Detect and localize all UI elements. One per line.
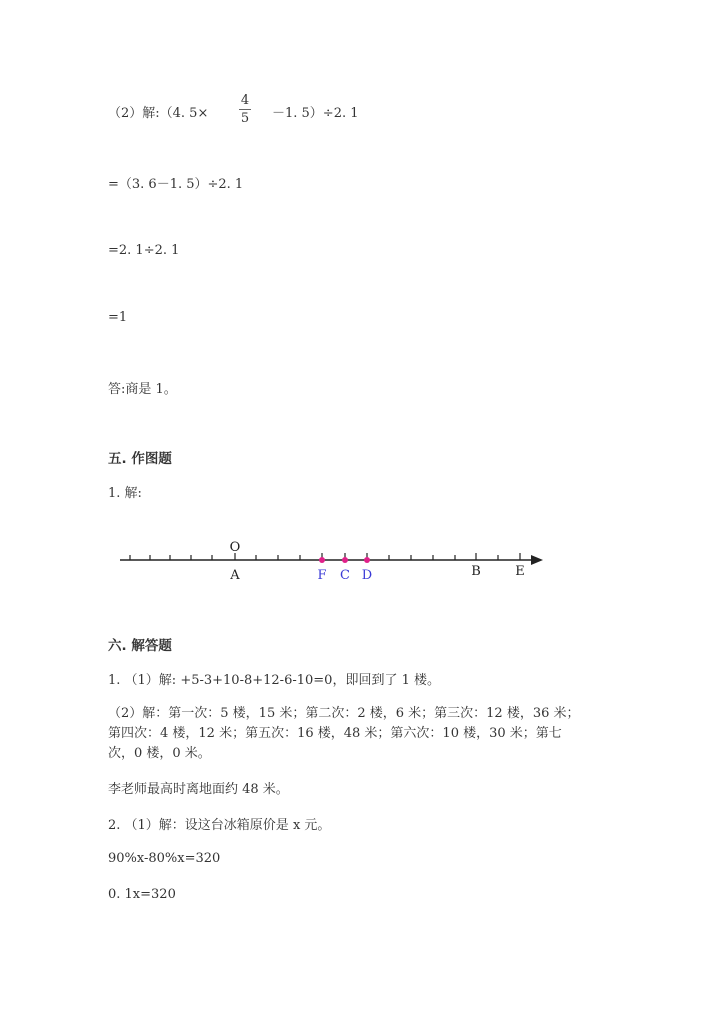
q1-part2 [108, 704, 608, 764]
arrow-head-icon [531, 555, 543, 565]
label-B: B [471, 564, 481, 579]
number-line-figure [115, 538, 555, 588]
label-A: A [230, 568, 240, 583]
label-D: D [361, 568, 373, 583]
answer-line: 答:商是 1。 [108, 382, 177, 397]
label-C: C [340, 568, 350, 583]
fraction-numerator: 4 [240, 93, 250, 108]
q2-part1: 2. （1）解：设这台冰箱原价是 x 元。 [108, 818, 331, 833]
calc-line-2: =（3. 6－1. 5）÷2. 1 [108, 177, 244, 192]
label-O: O [229, 540, 241, 555]
section-heading-5: 五. 作图题 [108, 451, 172, 467]
question-1-label: 1. 解: [108, 486, 142, 501]
q1-part2-line3: 次，0 楼，0 米。 [108, 746, 211, 761]
calc-line-1-prefix: （2）解:（4. 5× [108, 106, 209, 121]
fraction-denominator: 5 [240, 111, 250, 126]
point-C [342, 557, 348, 563]
equation-1: 90%x-80%x=320 [108, 851, 221, 866]
calc-line-4: =1 [108, 310, 128, 325]
q1-part1: 1. （1）解: +5-3+10-8+12-6-10=0，即回到了 1 楼。 [108, 673, 440, 688]
calc-line-3: =2. 1÷2. 1 [108, 243, 180, 258]
fraction-bar [239, 109, 251, 110]
calc-line-1-suffix: －1. 5）÷2. 1 [272, 106, 359, 121]
q1-conclusion: 李老师最高时离地面约 48 米。 [108, 782, 289, 797]
q1-part2-line1: （2）解：第一次：5 楼，15 米；第二次：2 楼，6 米；第三次：12 楼，36 米； [108, 706, 580, 721]
point-F [319, 557, 325, 563]
section-heading-6: 六. 解答题 [108, 638, 172, 654]
q1-part2-line2: 第四次：4 楼，12 米；第五次：16 楼，48 米；第六次：10 楼，30 米；第七 [108, 726, 562, 741]
equation-2: 0. 1x=320 [108, 887, 176, 902]
label-F: F [317, 568, 327, 583]
point-D [364, 557, 370, 563]
label-E: E [515, 564, 525, 579]
tick-marks [130, 553, 520, 560]
